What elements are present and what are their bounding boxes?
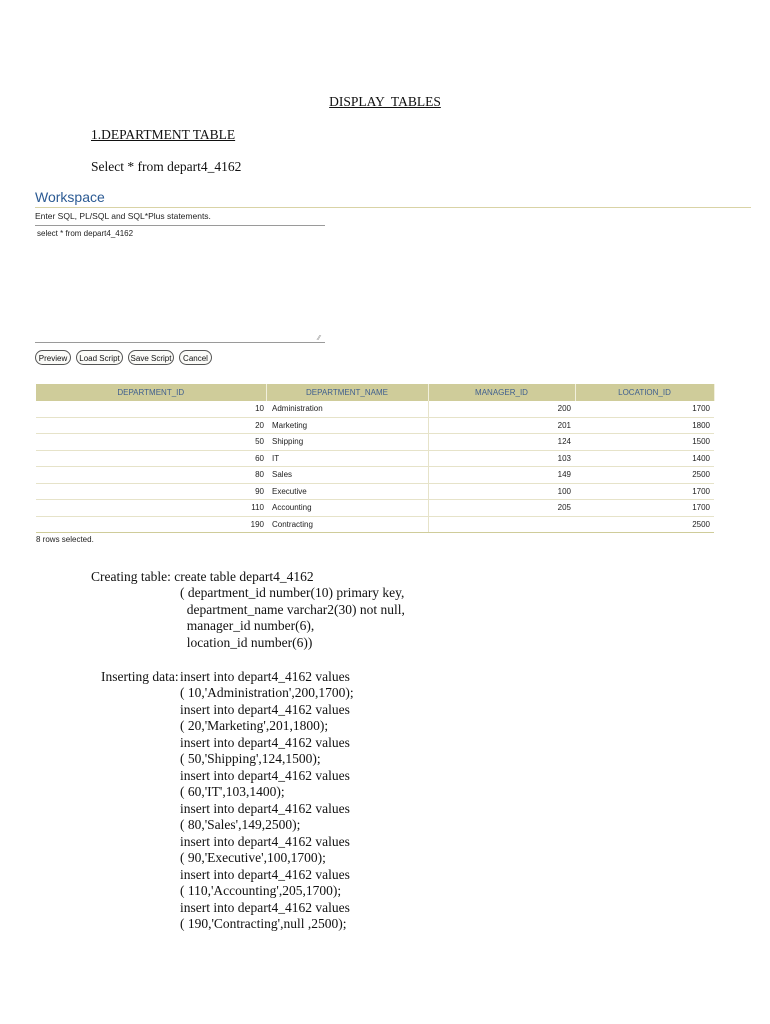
cell-department-name: Accounting bbox=[266, 500, 428, 517]
table-row bbox=[36, 467, 714, 484]
cell-department-name: Marketing bbox=[266, 417, 428, 434]
cell-manager-id: 124 bbox=[428, 434, 575, 451]
table-row bbox=[36, 417, 714, 434]
cell-department-id: 80 bbox=[36, 467, 266, 484]
cell-manager-id: 205 bbox=[428, 500, 575, 517]
preview-button[interactable]: Preview bbox=[35, 350, 71, 365]
sql-textarea[interactable] bbox=[35, 226, 325, 343]
column-header[interactable]: DEPARTMENT_ID bbox=[36, 384, 266, 401]
save-script-button[interactable]: Save Script bbox=[128, 350, 174, 365]
column-header[interactable]: MANAGER_ID bbox=[428, 384, 575, 401]
cell-department-id: 20 bbox=[36, 417, 266, 434]
page-title: DISPLAY TABLES bbox=[329, 94, 441, 109]
insert-data-label: Inserting data: bbox=[101, 669, 179, 684]
cell-location-id: 2500 bbox=[575, 467, 714, 484]
cell-department-id: 10 bbox=[36, 401, 266, 417]
table-row bbox=[36, 450, 714, 467]
cell-manager-id: 149 bbox=[428, 467, 575, 484]
cell-department-name: Shipping bbox=[266, 434, 428, 451]
table-row bbox=[36, 483, 714, 500]
cancel-button[interactable]: Cancel bbox=[179, 350, 212, 365]
query-line: Select * from depart4_4162 bbox=[91, 159, 242, 174]
cell-department-name: Contracting bbox=[266, 516, 428, 533]
create-table-definition: ( department_id number(10) primary key, department_name varchar2(30) not null, manager_id number(6), location_id number(6)) bbox=[180, 585, 405, 650]
cell-location-id: 1700 bbox=[575, 483, 714, 500]
workspace-title: Workspace bbox=[35, 189, 105, 205]
resize-grip-icon[interactable]: ⁄⁄ bbox=[318, 335, 321, 342]
cell-manager-id: 100 bbox=[428, 483, 575, 500]
create-table-label: Creating table: create table depart4_4162 bbox=[91, 569, 314, 584]
cell-department-id: 50 bbox=[36, 434, 266, 451]
cell-department-name: Sales bbox=[266, 467, 428, 484]
sql-textarea-content[interactable]: select * from depart4_4162 bbox=[37, 229, 134, 238]
cell-manager-id: 200 bbox=[428, 401, 575, 417]
cell-department-id: 90 bbox=[36, 483, 266, 500]
cell-department-id: 190 bbox=[36, 516, 266, 533]
cell-department-name: Administration bbox=[266, 401, 428, 417]
cell-department-name: IT bbox=[266, 450, 428, 467]
results-table bbox=[36, 384, 715, 533]
table-row bbox=[36, 401, 714, 417]
table-row bbox=[36, 500, 714, 517]
workspace-divider bbox=[35, 207, 751, 208]
table-row bbox=[36, 434, 714, 451]
cell-manager-id bbox=[428, 516, 575, 533]
cell-location-id: 1500 bbox=[575, 434, 714, 451]
cell-location-id: 2500 bbox=[575, 516, 714, 533]
cell-manager-id: 201 bbox=[428, 417, 575, 434]
insert-statements: ( 10,'Administration',200,1700); insert into depart4_4162 values ( 20,'Marketing',201,1800); insert into depart4_4162 values ( 50,'Shipping',124,1500); insert into depart4_4162 values ( 60,'IT',103,1400); insert into depart4_4162 values ( 80,'Sales',149,2500); insert into depart4_4162 values ( 90,'Executive',100,1700); insert into depart4_4162 values ( 110,'Accounting',205,1700); insert into depart4_4162 values ( 190,'Contracting',null ,2500); bbox=[180, 685, 354, 931]
cell-department-id: 110 bbox=[36, 500, 266, 517]
section-heading: 1.DEPARTMENT TABLE bbox=[91, 127, 236, 142]
cell-department-name: Executive bbox=[266, 483, 428, 500]
column-header[interactable]: LOCATION_ID bbox=[575, 384, 714, 401]
cell-manager-id: 103 bbox=[428, 450, 575, 467]
rows-selected-status: 8 rows selected. bbox=[36, 535, 94, 544]
insert-statement-first-line: insert into depart4_4162 values bbox=[180, 669, 350, 684]
cell-location-id: 1800 bbox=[575, 417, 714, 434]
cell-department-id: 60 bbox=[36, 450, 266, 467]
column-header[interactable]: DEPARTMENT_NAME bbox=[266, 384, 428, 401]
results-header-row bbox=[36, 384, 714, 401]
load-script-button[interactable]: Load Script bbox=[76, 350, 123, 365]
cell-location-id: 1700 bbox=[575, 500, 714, 517]
workspace-instructions: Enter SQL, PL/SQL and SQL*Plus statements. bbox=[35, 211, 211, 221]
cell-location-id: 1400 bbox=[575, 450, 714, 467]
cell-location-id: 1700 bbox=[575, 401, 714, 417]
table-row bbox=[36, 516, 714, 533]
